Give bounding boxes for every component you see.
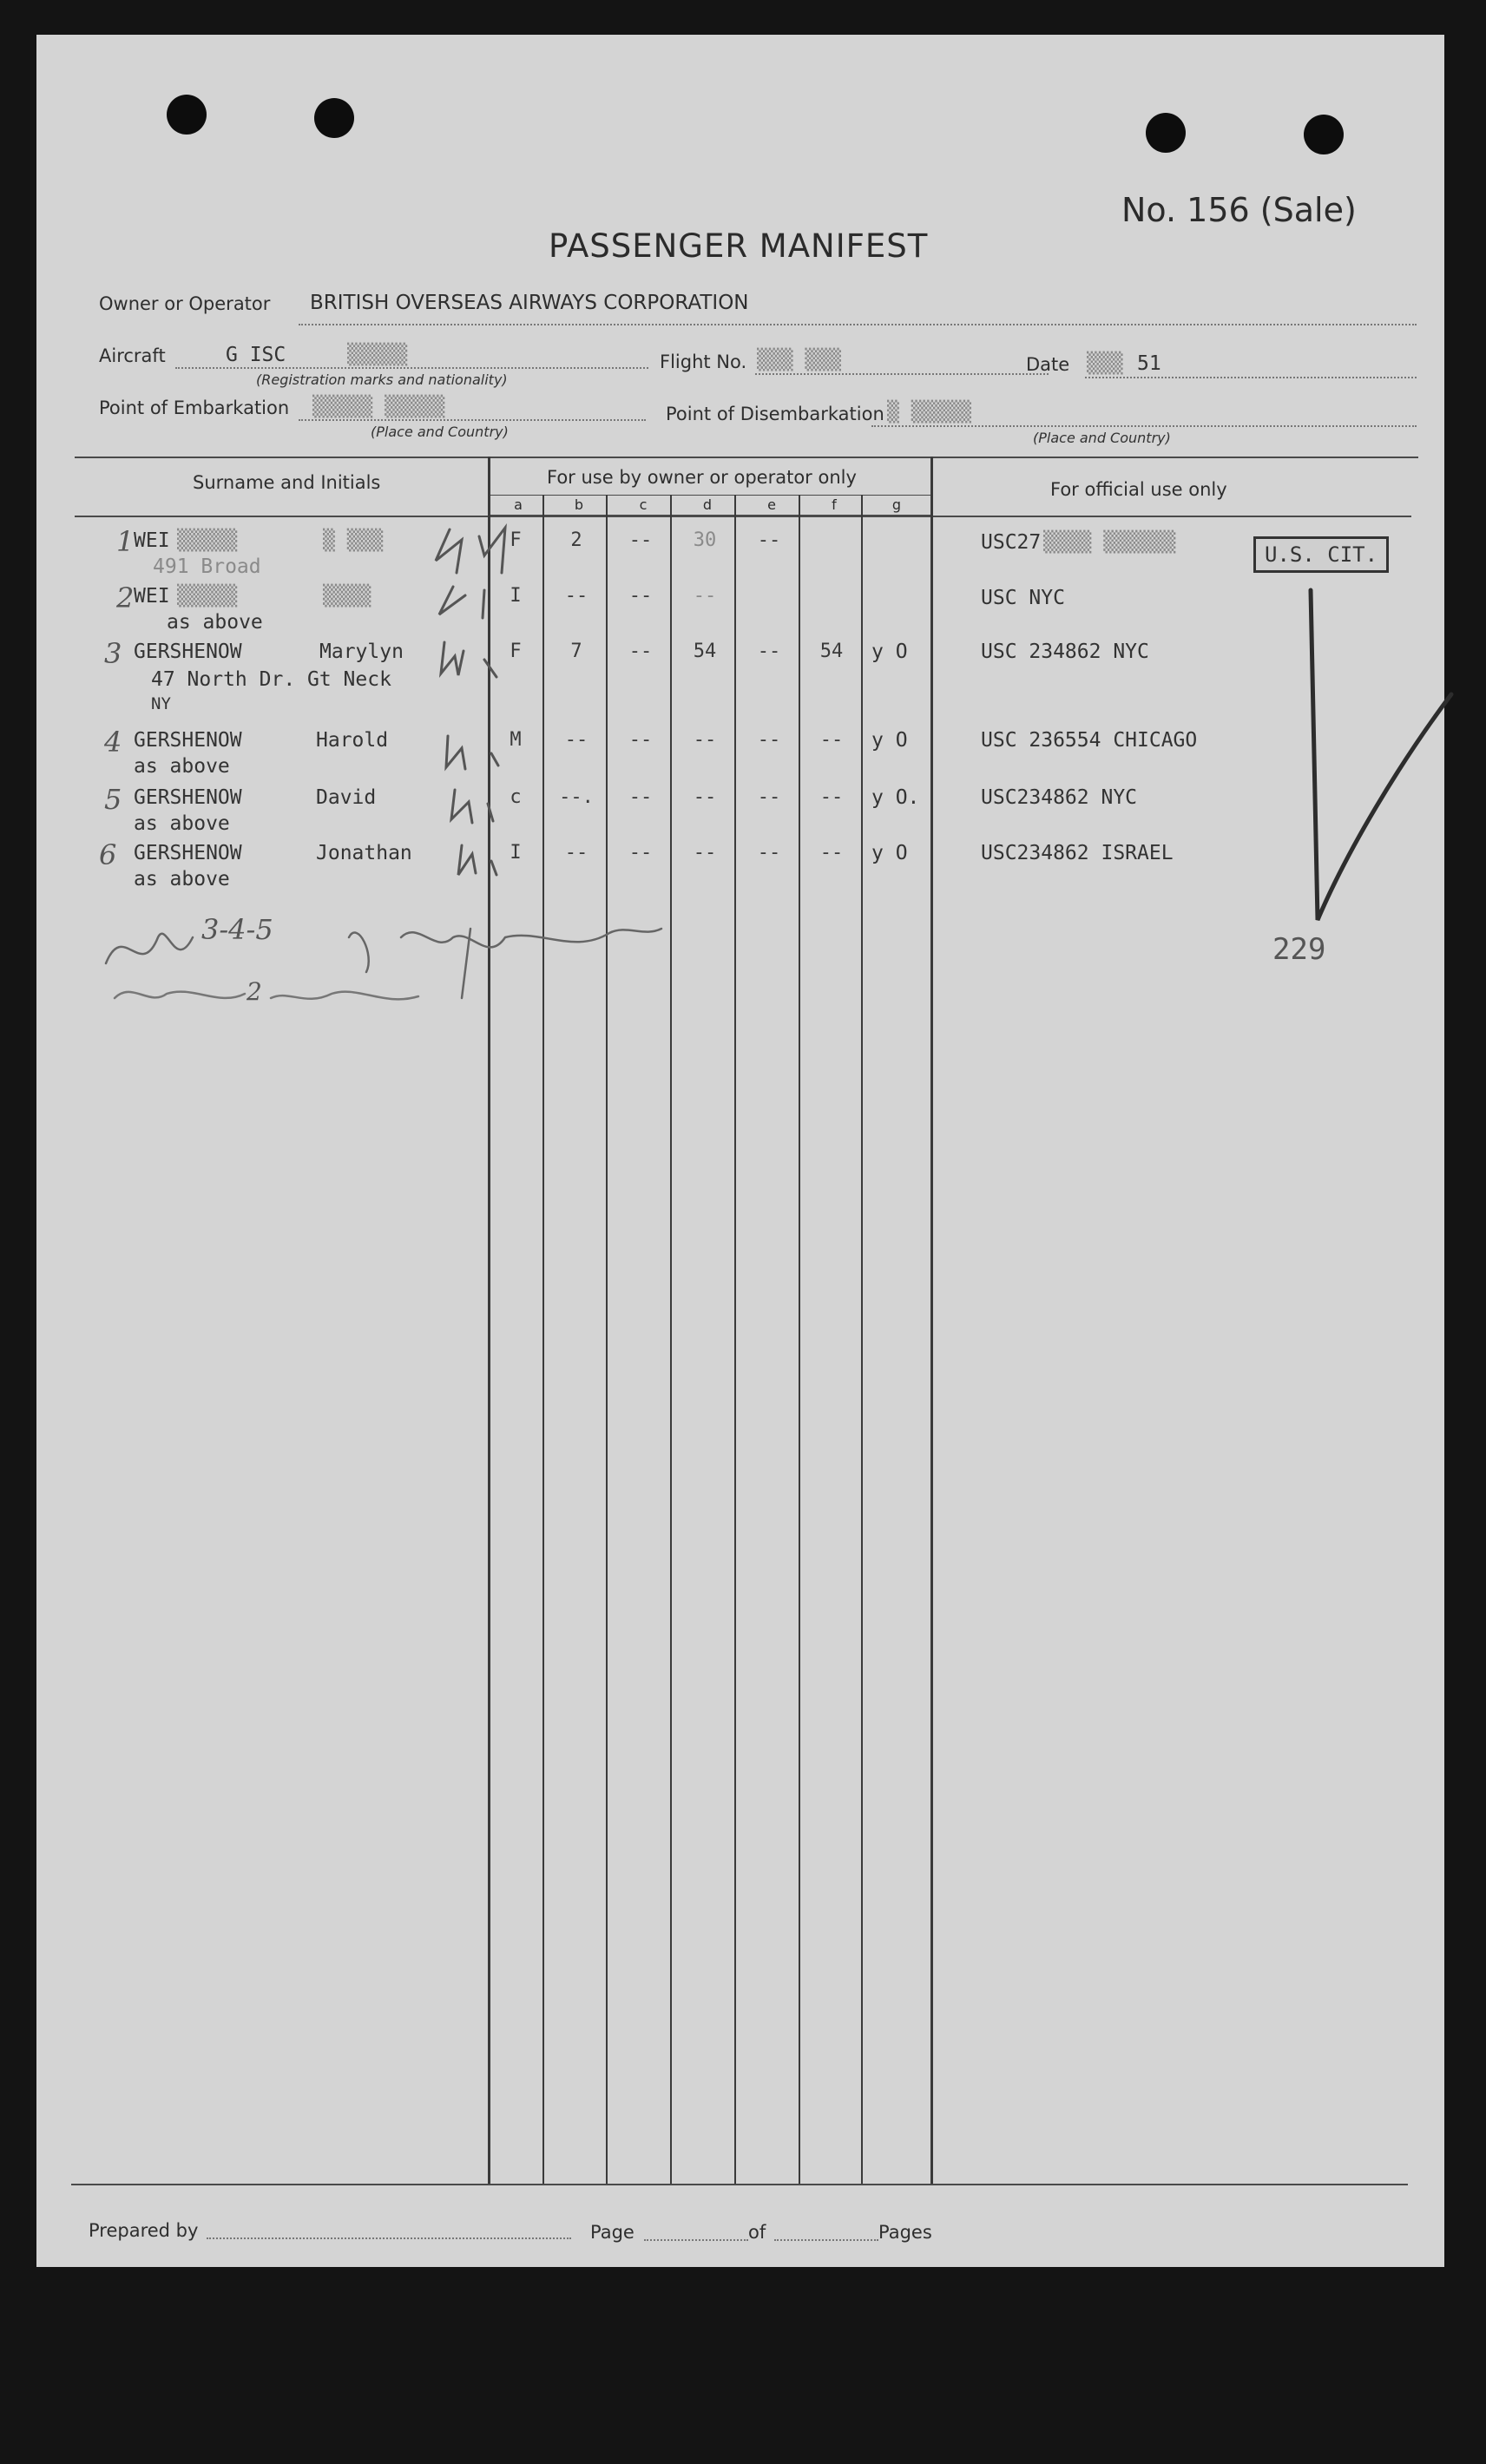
disembarkation-label: Point of Disembarkation — [666, 404, 884, 424]
row-3-address-state: NY — [151, 694, 171, 713]
row-5-col-b: --. — [559, 786, 594, 808]
row-6-surname: GERSHENOW — [134, 842, 242, 864]
row-4-col-g: y O — [871, 729, 908, 752]
row-6-col-a: I — [510, 842, 522, 864]
col-c-header: c — [639, 496, 648, 513]
date-faded: ▒▒▒ — [1087, 352, 1123, 375]
row-5-col-e: -- — [757, 786, 781, 808]
page-count-mark: 229 — [1272, 932, 1326, 967]
col-e-header: e — [767, 496, 776, 513]
row-4-col-f: -- — [819, 729, 844, 751]
row-5-col-f: -- — [819, 786, 844, 808]
row-1-col-b: 2 — [570, 529, 582, 551]
row-3-col-c: -- — [628, 641, 653, 662]
row-2-col-b: -- — [564, 585, 588, 607]
row-5-col-c: -- — [628, 786, 653, 808]
row-3-col-f: 54 — [819, 641, 844, 662]
row-2-col-d: -- — [693, 585, 717, 607]
row-1-address: 491 Broad — [153, 555, 261, 578]
row-6-col-d: -- — [693, 842, 717, 864]
surname-header: Surname and Initials — [193, 472, 381, 493]
row-5-number: 5 — [104, 783, 122, 816]
embarkation-note: (Place and Country) — [371, 424, 509, 440]
row-6-col-g: y O — [871, 842, 908, 864]
row-3-col-g: y O — [871, 641, 908, 663]
row-2-surname: WEI — [134, 585, 170, 608]
row-3-col-e: -- — [757, 641, 781, 662]
row-5-col-g: y O. — [871, 786, 920, 809]
row-1-initials-faded: ▒ ▒▒▒ — [323, 529, 384, 552]
punch-hole — [167, 95, 207, 135]
punch-hole — [1146, 113, 1186, 153]
check-mark — [1295, 590, 1469, 937]
row-4-first-name: Harold — [316, 729, 389, 752]
manifest-sheet — [36, 35, 1444, 2267]
prepared-by-label: Prepared by — [89, 2220, 199, 2241]
flight-value-faded: ▒▒▒ ▒▒▒ — [757, 349, 841, 371]
embarkation-value-faded: ▒▒▒▒▒ ▒▒▒▒▒ — [312, 396, 445, 418]
row-6-col-f: -- — [819, 842, 844, 864]
row-1-official-faded: ▒▒▒▒ ▒▒▒▒▒▒ — [1043, 531, 1176, 554]
of-label: of — [748, 2222, 766, 2243]
row-5-address: as above — [134, 812, 230, 835]
row-3-number: 3 — [104, 637, 122, 670]
page-title: PASSENGER MANIFEST — [549, 227, 929, 265]
row-1-col-e: -- — [757, 529, 781, 551]
row-1-col-d: 30 — [693, 529, 717, 551]
row-4-official: USC 236554 CHICAGO — [981, 729, 1198, 752]
row-3-col-d: 54 — [693, 641, 717, 662]
embarkation-label: Point of Embarkation — [99, 398, 290, 418]
row-6-first-name: Jonathan — [316, 842, 412, 864]
row-3-col-a: F — [510, 641, 522, 662]
row-6-col-b: -- — [564, 842, 588, 864]
row-5-col-d: -- — [693, 786, 717, 808]
col-g-header: g — [891, 496, 902, 513]
row-4-col-c: -- — [628, 729, 653, 751]
row-1-surname: WEI — [134, 529, 170, 552]
row-2-official: USC NYC — [981, 587, 1065, 609]
row-2-number: 2 — [116, 582, 135, 614]
disembarkation-value-faded: ▒ ▒▒▒▒▒ — [887, 401, 971, 424]
row-5-col-a: c — [510, 786, 522, 808]
initial-marks — [401, 521, 523, 885]
official-header: For official use only — [1050, 479, 1227, 500]
page-label: Page — [590, 2222, 635, 2243]
row-2-surname-faded: ▒▒▒▒▒ — [177, 585, 238, 608]
us-citizen-stamp: U.S. CIT. — [1253, 536, 1389, 573]
row-3-official: USC 234862 NYC — [981, 641, 1149, 663]
row-4-col-e: -- — [757, 729, 781, 751]
col-b-header: b — [574, 496, 584, 513]
row-5-first-name: David — [316, 786, 377, 809]
disembarkation-note: (Place and Country) — [1033, 430, 1171, 446]
row-4-col-b: -- — [564, 729, 588, 751]
aircraft-label: Aircraft — [99, 345, 166, 366]
handwritten-note-2: 2 — [247, 977, 262, 1006]
row-6-address: as above — [134, 868, 230, 890]
row-4-col-d: -- — [693, 729, 717, 751]
owner-label: Owner or Operator — [99, 293, 271, 314]
handwritten-note-1: 3-4-5 — [201, 913, 273, 946]
row-6-col-e: -- — [757, 842, 781, 864]
handwritten-scrawl-2 — [106, 972, 488, 1024]
row-4-number: 4 — [104, 726, 122, 759]
row-1-col-a: F — [510, 529, 522, 551]
row-6-number: 6 — [99, 838, 117, 871]
row-4-surname: GERSHENOW — [134, 729, 242, 752]
row-1-official: USC27 — [981, 531, 1042, 554]
row-2-col-c: -- — [628, 585, 653, 607]
aircraft-name-faded: ▒▒▒▒▒ — [347, 344, 408, 366]
pages-label: Pages — [878, 2222, 932, 2243]
punch-hole — [1304, 115, 1344, 154]
row-3-address: 47 North Dr. Gt Neck — [151, 668, 391, 691]
row-5-surname: GERSHENOW — [134, 786, 242, 809]
col-a-header: a — [514, 496, 523, 513]
owner-use-header: For use by owner or operator only — [547, 467, 857, 488]
row-3-first-name: Marylyn — [319, 641, 404, 663]
punch-hole — [314, 98, 354, 138]
date-label: Date — [1026, 354, 1070, 375]
row-3-col-b: 7 — [570, 641, 582, 662]
row-2-address: as above — [167, 611, 263, 634]
col-f-header: f — [832, 496, 837, 513]
row-1-col-c: -- — [628, 529, 653, 551]
row-6-official: USC234862 ISRAEL — [981, 842, 1174, 864]
col-d-header: d — [702, 496, 713, 513]
aircraft-value: G ISC — [226, 344, 286, 366]
row-1-number: 1 — [116, 525, 135, 558]
row-5-official: USC234862 NYC — [981, 786, 1138, 809]
row-3-surname: GERSHENOW — [134, 641, 242, 663]
row-6-col-c: -- — [628, 842, 653, 864]
row-2-col-a: I — [510, 585, 522, 607]
aircraft-note: (Registration marks and nationality) — [256, 371, 508, 388]
flight-label: Flight No. — [660, 352, 747, 372]
date-value: 51 — [1137, 352, 1161, 375]
owner-value: BRITISH OVERSEAS AIRWAYS CORPORATION — [310, 292, 749, 314]
row-4-col-a: M — [510, 729, 522, 751]
form-number: No. 156 (Sale) — [1121, 191, 1357, 229]
row-4-address: as above — [134, 755, 230, 778]
row-1-surname-faded: ▒▒▒▒▒ — [177, 529, 238, 552]
row-2-initials-faded: ▒▒▒▒ — [323, 585, 372, 608]
